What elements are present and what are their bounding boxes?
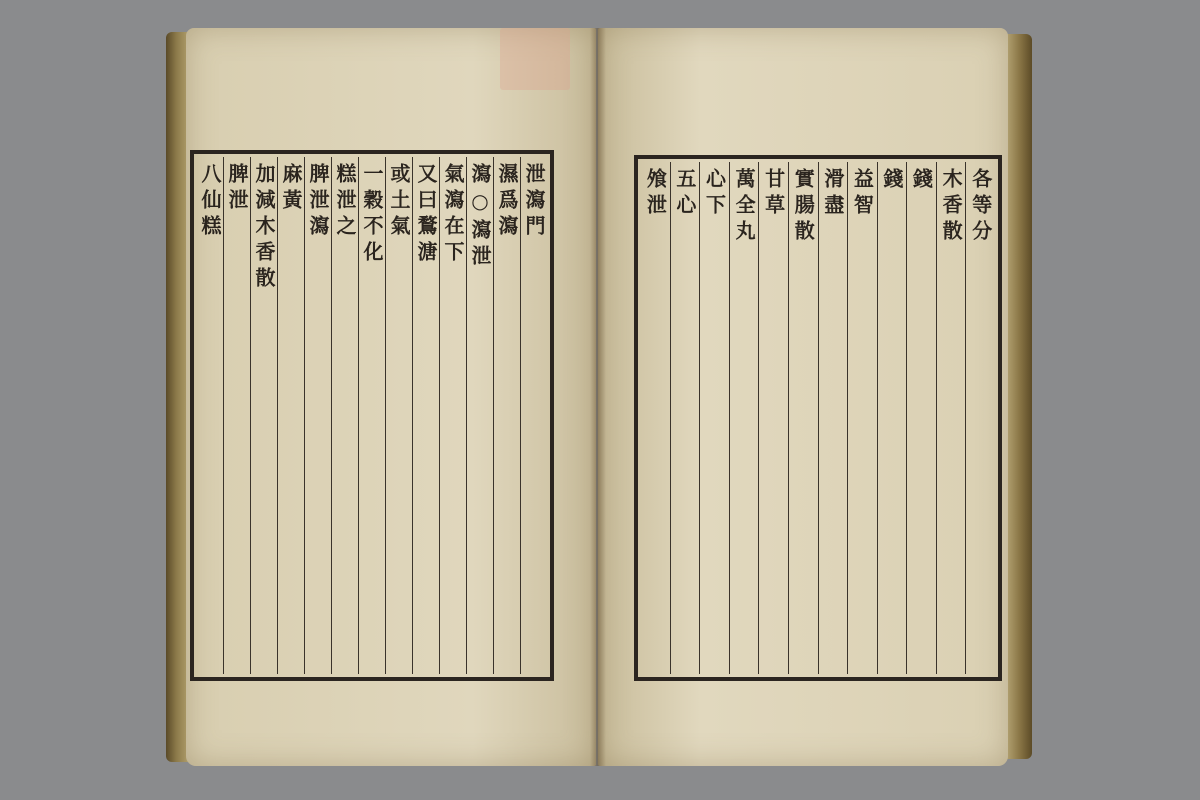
left-page-column-text: 濕爲瀉 <box>495 163 519 241</box>
right-page-column <box>670 162 700 674</box>
right-page-column <box>965 162 995 674</box>
right-text-frame <box>634 155 1002 681</box>
left-page-column-text: 氣瀉在下 <box>441 163 465 267</box>
left-columns <box>197 157 547 674</box>
left-page-column <box>385 157 412 674</box>
right-page-column-text: 萬全丸 <box>732 168 757 246</box>
left-page-column <box>250 157 277 674</box>
left-page-column-text: 糕泄之 <box>333 163 357 241</box>
left-page-column-text: 一穀不化 <box>360 163 384 267</box>
right-page-column-text: 益智 <box>850 168 875 220</box>
right-page-column-text: 實腸散 <box>791 168 816 246</box>
right-page-column <box>788 162 818 674</box>
left-page-column <box>277 157 304 674</box>
left-page-column-text: 泄瀉門 <box>522 163 546 241</box>
right-page-column <box>877 162 907 674</box>
left-page-column-text: 瀉○瀉泄 <box>468 163 492 271</box>
left-page-column-text: 脾泄瀉 <box>306 163 330 241</box>
left-page-column <box>197 157 223 674</box>
right-columns <box>641 162 995 674</box>
left-page-column-text: 八仙糕 <box>198 163 222 241</box>
right-page-column <box>758 162 788 674</box>
right-page-column-text: 飧泄 <box>643 168 668 220</box>
right-page-column-text: 錢 <box>909 168 934 194</box>
right-page-column <box>818 162 848 674</box>
library-stamp <box>500 28 570 90</box>
right-page-column <box>847 162 877 674</box>
left-page-column <box>439 157 466 674</box>
left-page-column <box>466 157 493 674</box>
left-page-column-text: 脾泄 <box>225 163 249 215</box>
left-page-column-text: 或土氣 <box>387 163 411 241</box>
right-page-column <box>729 162 759 674</box>
left-page-column <box>223 157 250 674</box>
left-page-column-text: 加減木香散 <box>252 163 276 293</box>
right-page-column-text: 甘草 <box>761 168 786 220</box>
left-page-column <box>331 157 358 674</box>
left-text-frame <box>190 150 554 681</box>
book-gutter <box>590 28 606 766</box>
left-page-column <box>493 157 520 674</box>
left-page-column-text: 又曰鶩溏 <box>414 163 438 267</box>
right-page-column <box>906 162 936 674</box>
left-page-column <box>520 157 547 674</box>
right-page-column <box>641 162 670 674</box>
right-page-column-text: 木香散 <box>939 168 964 246</box>
right-page-column <box>699 162 729 674</box>
left-page-column <box>304 157 331 674</box>
right-page-column-text: 各等分 <box>968 168 993 246</box>
right-page-column <box>936 162 966 674</box>
right-page-column-text: 五心 <box>672 168 697 220</box>
right-page-column-text: 錢 <box>879 168 904 194</box>
right-page-column-text: 心下 <box>702 168 727 220</box>
right-page-column-text: 滑盡 <box>820 168 845 220</box>
left-page-column <box>412 157 439 674</box>
left-page-column <box>358 157 385 674</box>
left-page-column-text: 麻黃 <box>279 163 303 215</box>
